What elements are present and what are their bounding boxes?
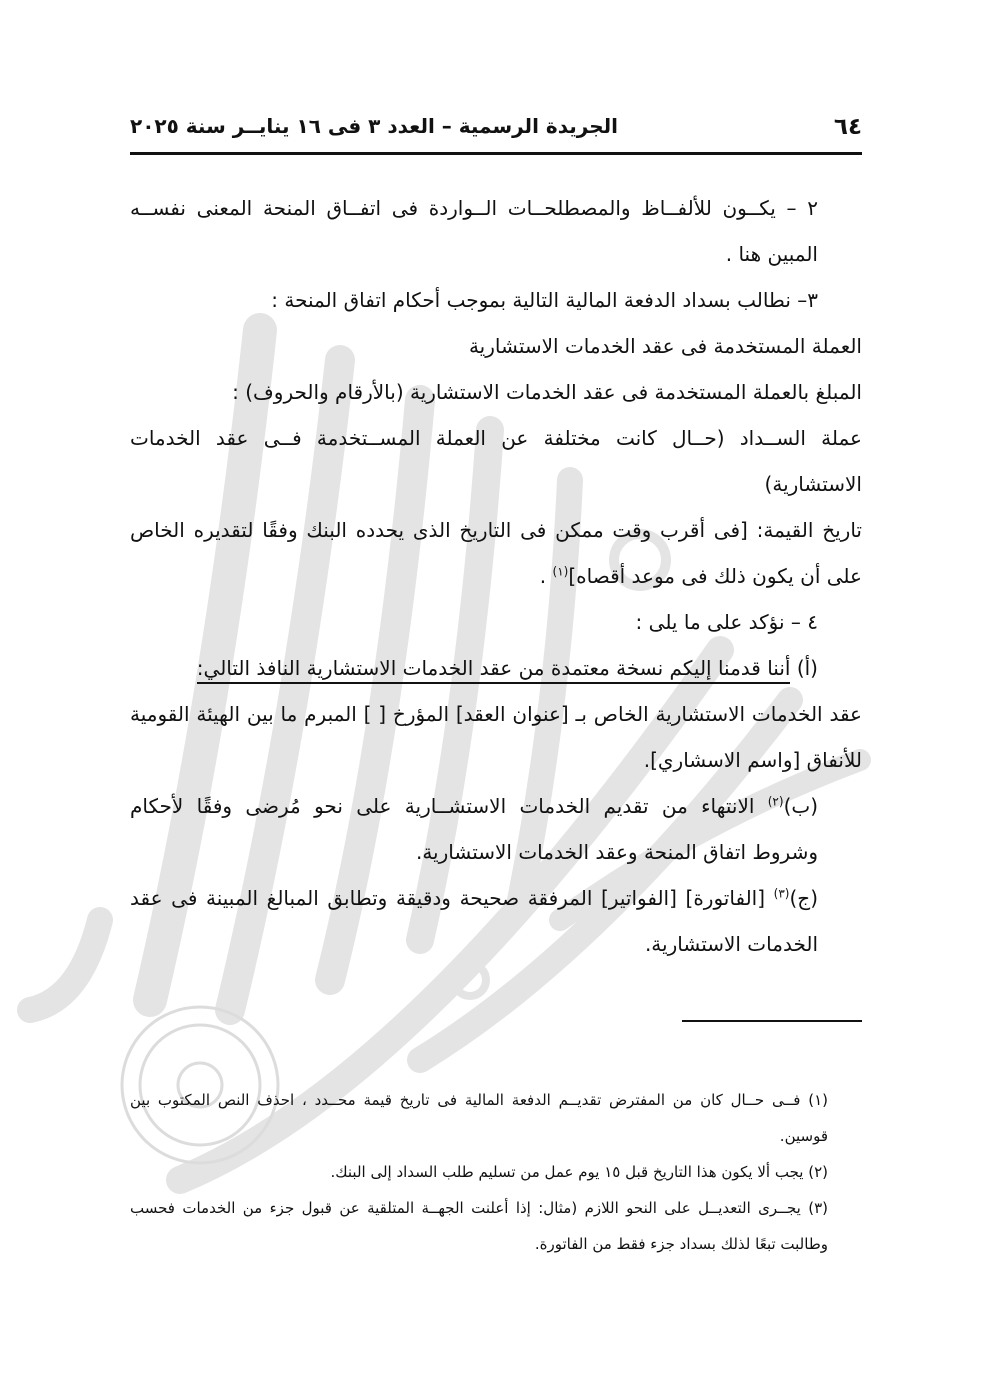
item-a-contract: عقد الخدمات الاستشارية الخاص بـ [عنوان العقد] المؤرخ [ ] المبرم ما بين الهيئة القومية للأنفاق [واسم الاسشاري].: [130, 702, 862, 772]
value-date-line: [130, 507, 862, 599]
value-date-text: تاريخ القيمة: [فى أقرب وقت ممكن فى التاريخ الذى يحدده البنك وفقًا لتقديره الخاص على أن يكون ذلك فى موعد أقصاه]: [130, 518, 862, 588]
gazette-title: الجريدة الرسمية – العدد ٣ فى ١٦ ينايــر سنة ٢٠٢٥: [130, 114, 618, 138]
value-date-end: .: [539, 564, 553, 588]
item-c-text: [الفاتورة] [الفواتير] المرفقة صحيحة ودقيقة وتطابق المبالغ المبينة فى عقد الخدمات الاستشارية.: [130, 886, 818, 956]
item-a: [130, 645, 862, 691]
item-c-prefix: (ج): [789, 886, 818, 910]
footnote-ref-1: (١): [552, 564, 569, 579]
paragraph-2: ٢ – يكــون للألفــاظ والمصطلحــات الــواردة فى اتفــاق المنحة المعنى نفســه المبين هنا .: [130, 196, 818, 266]
item-b-text: الانتهاء من تقديم الخدمات الاستشــارية على نحو مُرضى وفقًا لأحكام وشروط اتفاق المنحة وعقد الخدمات الاستشارية.: [130, 794, 818, 864]
item-a-prefix: (أ): [790, 656, 818, 680]
page-number: ٦٤: [833, 114, 862, 140]
footnote-ref-2: (٢): [767, 794, 784, 809]
footnotes: [130, 1082, 862, 1262]
item-b-prefix: (ب): [783, 794, 818, 818]
item-c: [130, 875, 862, 967]
paragraph-3: ٣– نطالب بسداد الدفعة المالية التالية بموجب أحكام اتفاق المنحة :: [271, 288, 818, 312]
payment-currency-line: عملة الســداد (حــال كانت مختلفة عن العملة المســتخدمة فــى عقد الخدمات الاستشارية): [130, 426, 862, 496]
page-header: [130, 110, 862, 150]
footnote-2: (٢) يجب ألا يكون هذا التاريخ قبل ١٥ يوم عمل من تسليم طلب السداد إلى البنك.: [330, 1163, 828, 1181]
item-b: [130, 783, 862, 875]
footnote-1: (١) فــى حــال كان من المفترض تقديــم الدفعة المالية فى تاريخ قيمة محــدد ، احذف النص المكتوب بين قوسين.: [130, 1091, 828, 1145]
footnote-divider: [682, 1020, 862, 1022]
footnote-3: (٣) يجــرى التعديــل على النحو اللازم (مثال: إذا أعلنت الجهــة المتلقية عن قبول جزء من الخدمات فحسب وطالبت تبعًا لذلك بسداد جزء فقط من الفاتورة.: [130, 1199, 828, 1253]
footnote-ref-3: (٣): [773, 886, 790, 901]
currency-line: العملة المستخدمة فى عقد الخدمات الاستشارية: [468, 334, 862, 358]
amount-line: المبلغ بالعملة المستخدمة فى عقد الخدمات الاستشارية (بالأرقام والحروف) :: [232, 380, 862, 404]
document-body: [130, 185, 862, 967]
item-a-text: أننا قدمنا إليكم نسخة معتمدة من عقد الخدمات الاستشارية النافذ التالي:: [197, 656, 791, 684]
paragraph-4: ٤ – نؤكد على ما يلى :: [635, 610, 818, 634]
header-divider: [130, 152, 862, 155]
